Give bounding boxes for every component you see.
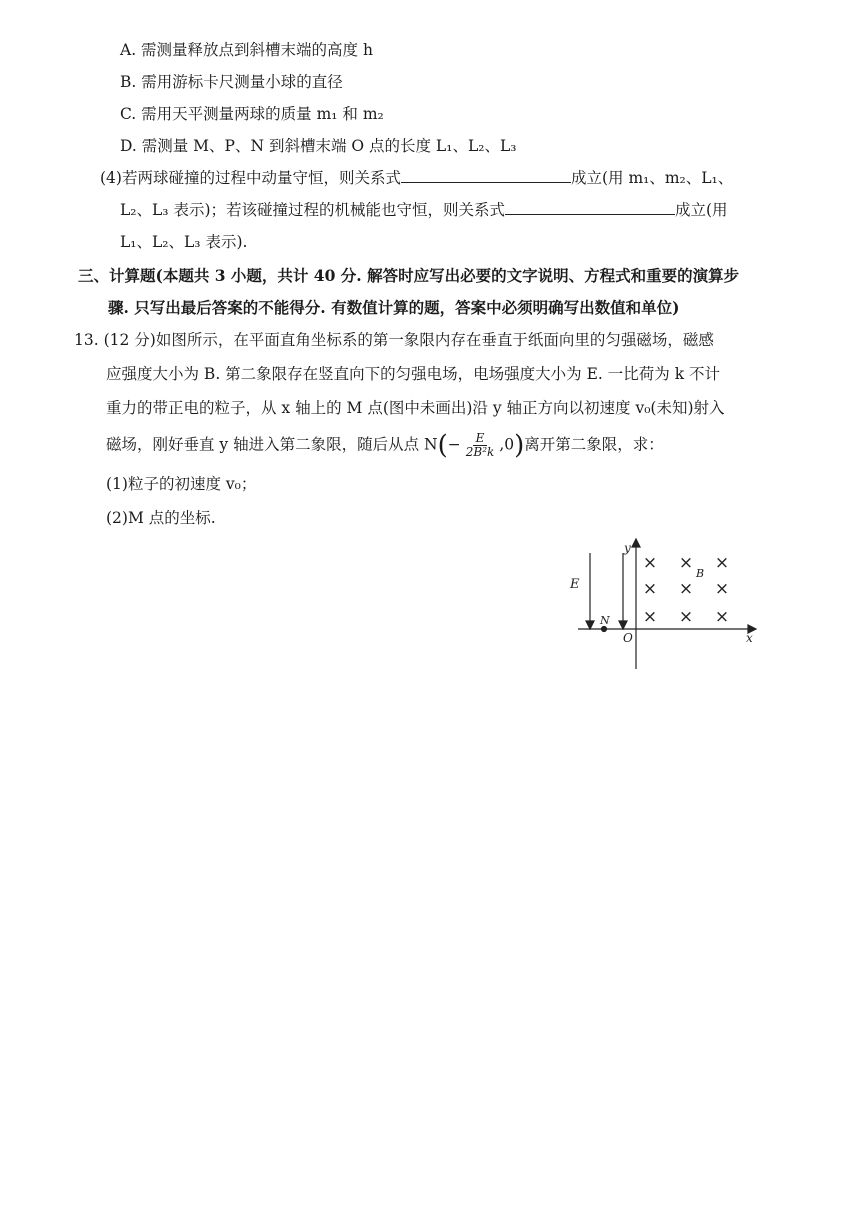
y-axis-arrow-icon <box>632 539 640 547</box>
label-e: E <box>570 577 580 592</box>
q13-line2: 应强度大小为 B. 第二象限存在竖直向下的匀强电场，电场强度大小为 E. 一比荷为 k 不计 <box>106 365 721 383</box>
field-mark: × <box>642 579 658 599</box>
option-c: C. 需用天平测量两球的质量 m₁ 和 m₂ <box>120 105 384 123</box>
answer-blank-momentum[interactable] <box>401 166 571 183</box>
coordinate-diagram <box>560 535 770 675</box>
answer-blank-energy[interactable] <box>505 198 675 215</box>
field-mark: × <box>714 553 730 573</box>
section3-heading-cont: 骤. 只写出最后答案的不能得分. 有数值计算的题，答案中必须明确写出数值和单位) <box>108 298 680 317</box>
fraction-denominator: 2B²k <box>465 445 495 459</box>
q13-sub2: (2)M 点的坐标. <box>106 509 216 527</box>
label-o: O <box>623 631 633 645</box>
q13-line3: 重力的带正电的粒子，从 x 轴上的 M 点(图中未画出)沿 y 轴正方向以初速度 v₀(未知)射入 <box>106 399 725 417</box>
label-x: x <box>746 631 753 645</box>
q4-text-1a: (4)若两球碰撞的过程中动量守恒，则关系式 <box>100 169 401 187</box>
q13-line1: 13. (12 分)如图所示，在平面直角坐标系的第一象限内存在垂直于纸面向里的匀强磁场，磁感 <box>74 331 714 349</box>
field-mark: × <box>678 607 694 627</box>
q4-line2 <box>120 198 728 222</box>
q4-text-2a: L₂、L₃ 表示)；若该碰撞过程的机械能也守恒，则关系式 <box>120 201 505 219</box>
field-mark: × <box>714 607 730 627</box>
point-n-dot <box>602 627 607 632</box>
option-d: D. 需测量 M、P、N 到斜槽末端 O 点的长度 L₁、L₂、L₃ <box>120 137 517 155</box>
label-y: y <box>624 541 631 555</box>
q13-sub1: (1)粒子的初速度 v₀； <box>106 475 257 493</box>
label-n: N <box>600 614 610 627</box>
fraction-numerator: E <box>473 432 488 446</box>
paren-close: ) <box>514 430 525 461</box>
field-arrow-2-icon <box>619 621 627 629</box>
q4-text-2b: 成立(用 <box>675 201 728 219</box>
section3-heading: 三、计算题(本题共 3 小题，共计 40 分. 解答时应写出必要的文字说明、方程式和重要的演算步 <box>78 266 740 285</box>
option-a: A. 需测量释放点到斜槽末端的高度 h <box>120 41 373 59</box>
q4-line3: L₁、L₂、L₃ 表示). <box>120 233 248 251</box>
field-mark: × <box>678 579 694 599</box>
field-mark: × <box>642 607 658 627</box>
field-mark: × <box>678 553 694 573</box>
field-mark: × <box>642 553 658 573</box>
option-b: B. 需用游标卡尺测量小球的直径 <box>120 73 343 91</box>
q13-text-4b: ,0 <box>499 435 515 454</box>
label-b: B <box>696 567 705 580</box>
coordinate-fraction <box>463 432 498 459</box>
q13-text-4a: 磁场，刚好垂直 y 轴进入第二象限，随后从点 N <box>106 435 438 454</box>
q13-line4: 磁场，刚好垂直 y 轴进入第二象限，随后从点 N(− $\frac{E}{\text{2B²k}}$ ,0)离开第二象限，求： <box>106 430 664 461</box>
field-arrow-1-icon <box>586 621 594 629</box>
field-mark: × <box>714 579 730 599</box>
q4-text-1b: 成立(用 m₁、m₂、L₁、 <box>570 169 734 187</box>
paren-open: ( <box>437 430 448 461</box>
q4-line1 <box>100 166 733 190</box>
q13-text-4c: 离开第二象限，求： <box>524 435 664 454</box>
